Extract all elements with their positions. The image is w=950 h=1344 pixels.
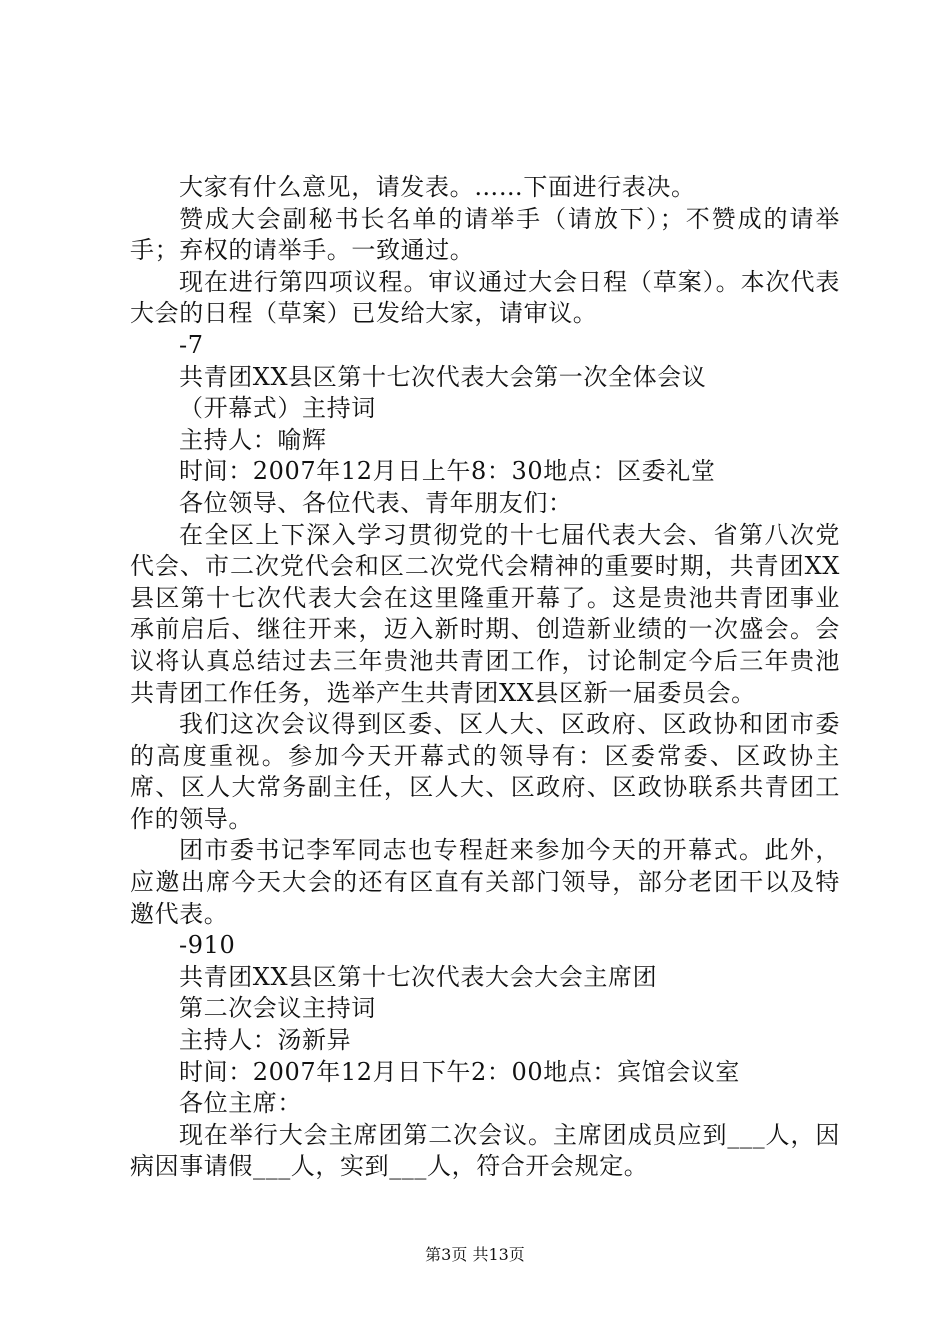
paragraph: 赞成大会副秘书长名单的请举手（请放下）；不赞成的请举手；弃权的请举手。一致通过。 — [130, 204, 840, 265]
section-title: 共青团XX县区第十七次代表大会大会主席团 — [179, 962, 658, 991]
section-subtitle: 第二次会议主持词 — [179, 994, 376, 1023]
section-subtitle: （开幕式）主持词 — [179, 394, 376, 423]
page-marker: -910 — [179, 931, 236, 960]
time-location-line: 时间：2007年12月日上午8：30地点：区委礼堂 — [179, 457, 716, 486]
page-marker: -7 — [179, 330, 204, 359]
host-line: 主持人：汤新异 — [179, 1026, 352, 1055]
paragraph: 团市委书记李军同志也专程赶来参加今天的开幕式。此外，应邀出席今天大会的还有区直有关部门领导，部分老团干以及特邀代表。 — [130, 836, 840, 928]
page-number-label: 第3页 共13页 — [425, 1245, 525, 1264]
paragraph: 大家有什么意见，请发表。……下面进行表决。 — [179, 173, 696, 201]
paragraph: 在全区上下深入学习贯彻党的十七届代表大会、省第八次党代会、市二次党代会和区二次党代会精神的重要时期，共青团XX县区第十七次代表大会在这里隆重开幕了。这是贵池共青团事业承前启后、继往开来，迈入新时期、创造新业绩的一次盛会。会议将认真总结过去三年贵池共青团工作，讨论制定今后三年贵池共青团工作任务，选举产生共青团XX县区新一届委员会。 — [130, 520, 840, 707]
paragraph: 我们这次会议得到区委、区人大、区政府、区政协和团市委的高度重视。参加今天开幕式的领导有：区委常委、区政协主席、区人大常务副主任，区人大、区政府、区政协联系共青团工作的领导。 — [130, 710, 840, 833]
salutation: 各位领导、各位代表、青年朋友们： — [179, 488, 573, 517]
paragraph: 现在进行第四项议程。审议通过大会日程（草案）。本次代表大会的日程（草案）已发给大家，请审议。 — [130, 267, 840, 328]
section-title: 共青团XX县区第十七次代表大会第一次全体会议 — [179, 362, 707, 391]
time-location-line: 时间：2007年12月日下午2：00地点：宾馆会议室 — [179, 1057, 741, 1086]
paragraph: 现在举行大会主席团第二次会议。主席团成员应到___人，因病因事请假___人，实到___人，符合开会规定。 — [130, 1120, 840, 1181]
salutation: 各位主席： — [179, 1089, 302, 1118]
page-footer — [0, 1245, 950, 1265]
document-body — [130, 172, 840, 1183]
host-line: 主持人：喻辉 — [179, 425, 327, 454]
